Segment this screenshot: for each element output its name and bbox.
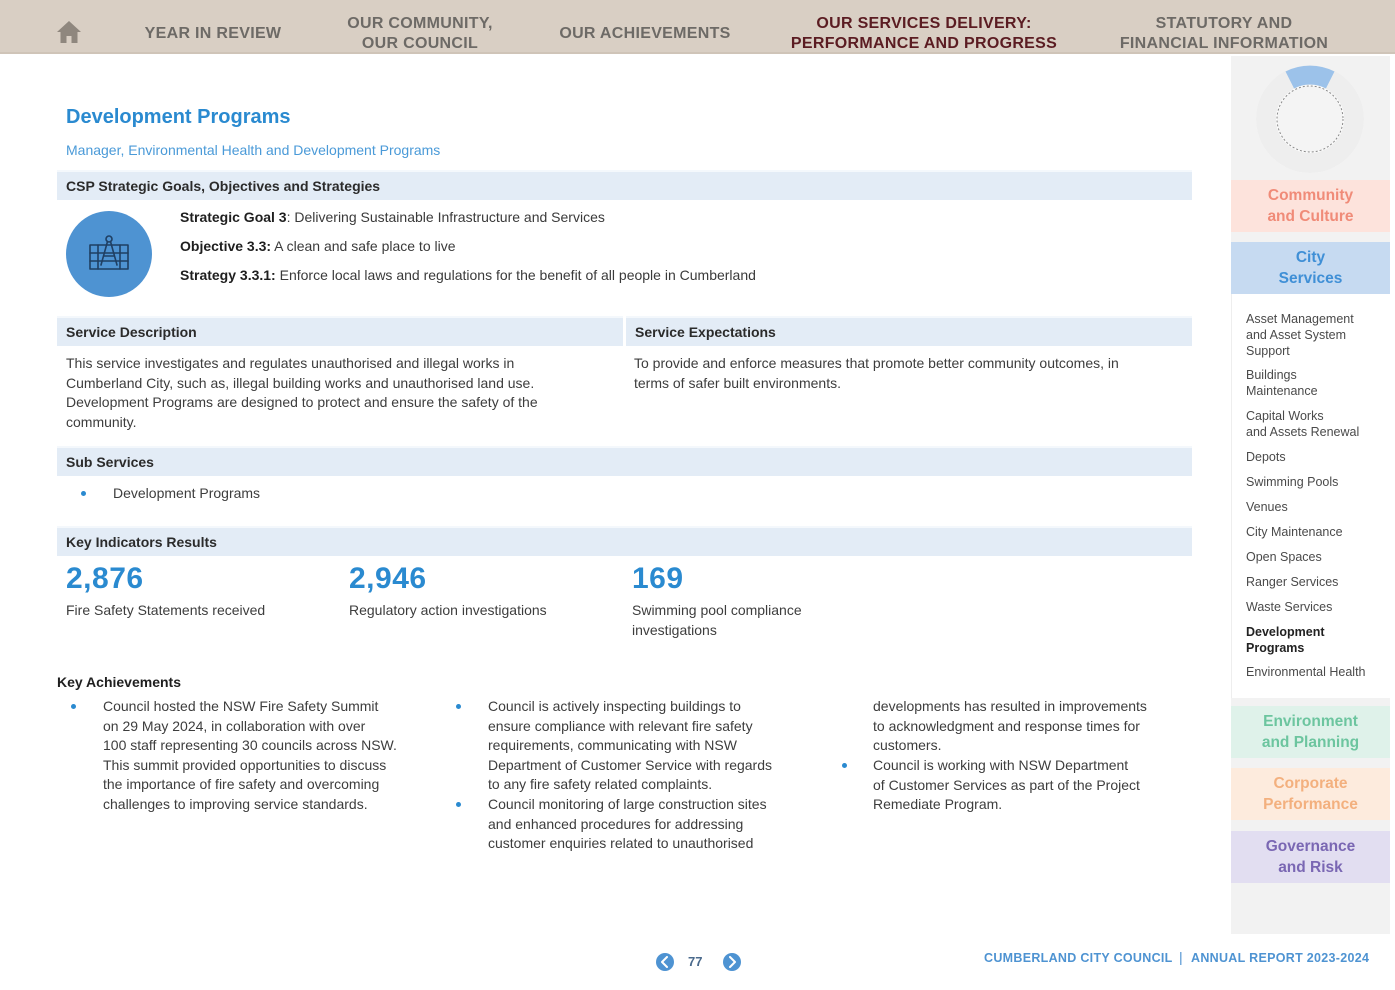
text-line: Development Programs are designed to protect and ensure the safety of the — [66, 394, 538, 411]
tab-label-line: Community — [1267, 187, 1354, 204]
text-line: customer enquiries related to unauthorised — [488, 835, 754, 852]
text-line: challenges to improving service standards. — [103, 795, 368, 812]
nav-our-achievements[interactable] — [545, 24, 745, 44]
top-navigation — [0, 0, 1395, 54]
sidebar-item-depots[interactable]: Depots — [1246, 450, 1286, 464]
sidebar-item-environmental-health[interactable]: Environmental Health — [1246, 665, 1366, 679]
nav-our-services-delivery[interactable] — [770, 14, 1078, 54]
home-icon[interactable] — [56, 20, 82, 44]
key-indicators-heading: Key Indicators Results — [66, 534, 217, 550]
text-line: and enhanced procedures for addressing — [488, 815, 744, 832]
tab-label-line: City — [1295, 249, 1326, 266]
strategy-text: Enforce local laws and regulations for the benefit of all people in Cumberland — [275, 267, 756, 283]
text-line: developments has resulted in improvements — [873, 698, 1147, 714]
sidebar-item-ranger-services[interactable]: Ranger Services — [1246, 575, 1339, 589]
tab-label-line: and Risk — [1278, 859, 1343, 876]
text-line: to any fire safety related complaints. — [488, 776, 713, 793]
kpi-label-line: Swimming pool compliance — [632, 602, 802, 618]
text-line: the importance of fire safety and overcoming — [103, 776, 380, 793]
page-subtitle: Manager, Environmental Health and Development Programs — [66, 142, 441, 158]
text-line: customers. — [873, 737, 942, 754]
text-line: Council is actively inspecting buildings to — [488, 698, 741, 714]
drafting-compass-icon — [66, 211, 152, 297]
service-description-heading: Service Description — [66, 324, 197, 340]
tab-label-line: Governance — [1265, 838, 1356, 855]
nav-label: YEAR IN REVIEW — [144, 25, 282, 42]
sidebar-item-city-maintenance[interactable]: City Maintenance — [1246, 525, 1343, 539]
bullet-icon — [842, 763, 847, 768]
text-line: on 29 May 2024, in collaboration with over — [103, 717, 366, 734]
sub-services-band — [57, 446, 1192, 476]
tab-label-line: Performance — [1263, 796, 1358, 813]
sidebar-item-capital-works[interactable]: Capital Works and Assets Renewal — [1246, 409, 1360, 439]
text-line: Council hosted the NSW Fire Safety Summit — [103, 698, 379, 714]
kpi-label-line: Fire Safety Statements received — [66, 602, 266, 618]
nav-label-line-2: PERFORMANCE AND PROGRESS — [790, 35, 1058, 52]
bullet-icon — [456, 704, 461, 709]
service-expectations-text — [634, 354, 1184, 393]
nav-label-line-2: OUR COUNCIL — [361, 35, 479, 52]
csp-heading: CSP Strategic Goals, Objectives and Strategies — [66, 178, 381, 194]
text-line: 100 staff representing 30 councils across NSW. — [103, 737, 397, 754]
page-number: 77 — [688, 954, 703, 969]
key-indicators-band — [57, 526, 1192, 556]
tab-label-line: and Culture — [1267, 208, 1354, 225]
strategic-goal-label: Strategic Goal 3 — [180, 209, 287, 225]
service-description-text — [66, 354, 616, 432]
nav-label-line-1: STATUTORY AND — [1155, 15, 1293, 32]
sidebar-tab-environment-planning[interactable] — [1231, 706, 1390, 758]
sidebar-item-waste-services[interactable]: Waste Services — [1246, 600, 1333, 614]
text-line: of Customer Services as part of the Project — [873, 776, 1140, 793]
sidebar-item-venues[interactable]: Venues — [1246, 500, 1288, 514]
sub-services-heading: Sub Services — [66, 454, 154, 470]
next-page-button[interactable] — [723, 953, 741, 971]
tab-label-line: Corporate — [1273, 775, 1348, 792]
bullet-icon — [456, 802, 461, 807]
chevron-left-icon — [660, 956, 670, 968]
objective — [180, 238, 456, 254]
text-line: terms of safer built environments. — [634, 374, 841, 391]
sidebar-tab-city-services[interactable] — [1231, 242, 1390, 294]
kpi-label-line: Regulatory action investigations — [349, 602, 547, 618]
kpi-label — [632, 601, 802, 640]
sidebar-item-development-programs[interactable]: Development Programs — [1246, 625, 1325, 655]
strategic-goal — [180, 209, 605, 225]
sidebar-tab-community-culture[interactable] — [1231, 180, 1390, 232]
text-line: Department of Customer Service with regards — [488, 756, 772, 773]
nav-label-line-1: OUR COMMUNITY, — [347, 15, 493, 32]
kpi-label-line: investigations — [632, 621, 717, 638]
strategic-goal-text: : Delivering Sustainable Infrastructure and Services — [286, 209, 605, 225]
text-line: This summit provided opportunities to discuss — [103, 756, 387, 773]
text-line: Council monitoring of large construction sites — [488, 796, 767, 812]
nav-label-line-2: FINANCIAL INFORMATION — [1119, 35, 1329, 52]
sidebar-item-open-spaces[interactable]: Open Spaces — [1246, 550, 1322, 564]
strategy-label: Strategy 3.3.1: — [180, 267, 276, 283]
nav-label: OUR ACHIEVEMENTS — [559, 25, 731, 42]
kpi-label — [349, 601, 547, 621]
footer-separator: | — [1179, 949, 1183, 965]
objective-label: Objective 3.3: — [180, 238, 272, 254]
chevron-right-icon — [727, 956, 737, 968]
sidebar-item-swimming-pools[interactable]: Swimming Pools — [1246, 475, 1339, 489]
sidebar-tab-governance-risk[interactable] — [1231, 831, 1390, 883]
kpi-value: 169 — [632, 562, 684, 595]
strategy — [180, 267, 756, 283]
bullet-icon — [71, 704, 76, 709]
tab-label-line: and Planning — [1261, 734, 1360, 751]
nav-year-in-review[interactable] — [128, 24, 298, 44]
service-description-band — [57, 316, 623, 346]
sidebar-item-asset-management[interactable]: Asset Management and Asset System Support — [1246, 312, 1354, 358]
sidebar-item-buildings-maintenance[interactable]: Buildings Maintenance — [1246, 368, 1318, 398]
text-line: To provide and enforce measures that promote better community outcomes, in — [634, 355, 1119, 371]
section-progress-donut-icon — [1255, 64, 1365, 174]
text-line: requirements, communicating with NSW — [488, 737, 737, 754]
text-line: ensure compliance with relevant fire safety — [488, 717, 753, 734]
csp-heading-band — [57, 170, 1192, 200]
nav-label-line-1: OUR SERVICES DELIVERY: — [816, 15, 1032, 32]
footer-report-title: ANNUAL REPORT 2023-2024 — [1191, 951, 1370, 965]
achievement-item-continued — [873, 697, 1203, 756]
kpi-label — [66, 601, 265, 621]
service-expectations-band — [626, 316, 1192, 346]
sub-service-item: Development Programs — [113, 485, 261, 501]
service-expectations-heading: Service Expectations — [635, 324, 776, 340]
achievement-item — [873, 756, 1203, 815]
tab-label-line: Environment — [1263, 713, 1358, 730]
text-line: Cumberland City, such as, illegal building works and unauthorised land use. — [66, 374, 535, 391]
text-line: This service investigates and regulates unauthorised and illegal works in — [66, 355, 515, 371]
objective-text: A clean and safe place to live — [271, 238, 456, 254]
tab-label-line: Services — [1278, 270, 1343, 287]
sidebar-tab-corporate-performance[interactable] — [1231, 768, 1390, 820]
achievement-item — [488, 795, 818, 854]
text-line: Council is working with NSW Department — [873, 757, 1129, 773]
previous-page-button[interactable] — [656, 953, 674, 971]
kpi-value: 2,946 — [349, 562, 427, 595]
text-line: to acknowledgment and response times for — [873, 717, 1140, 734]
nav-statutory-financial-information[interactable] — [1100, 14, 1348, 54]
key-achievements-heading: Key Achievements — [57, 674, 181, 690]
page-title: Development Programs — [66, 106, 291, 128]
text-line: Remediate Program. — [873, 796, 1003, 813]
achievement-item — [488, 697, 818, 795]
bullet-icon — [81, 491, 86, 496]
text-line: community. — [66, 413, 137, 430]
nav-our-community-our-council[interactable] — [325, 14, 515, 54]
kpi-value: 2,876 — [66, 562, 144, 595]
achievement-item — [103, 697, 433, 815]
footer-organisation: CUMBERLAND CITY COUNCIL — [984, 951, 1173, 965]
